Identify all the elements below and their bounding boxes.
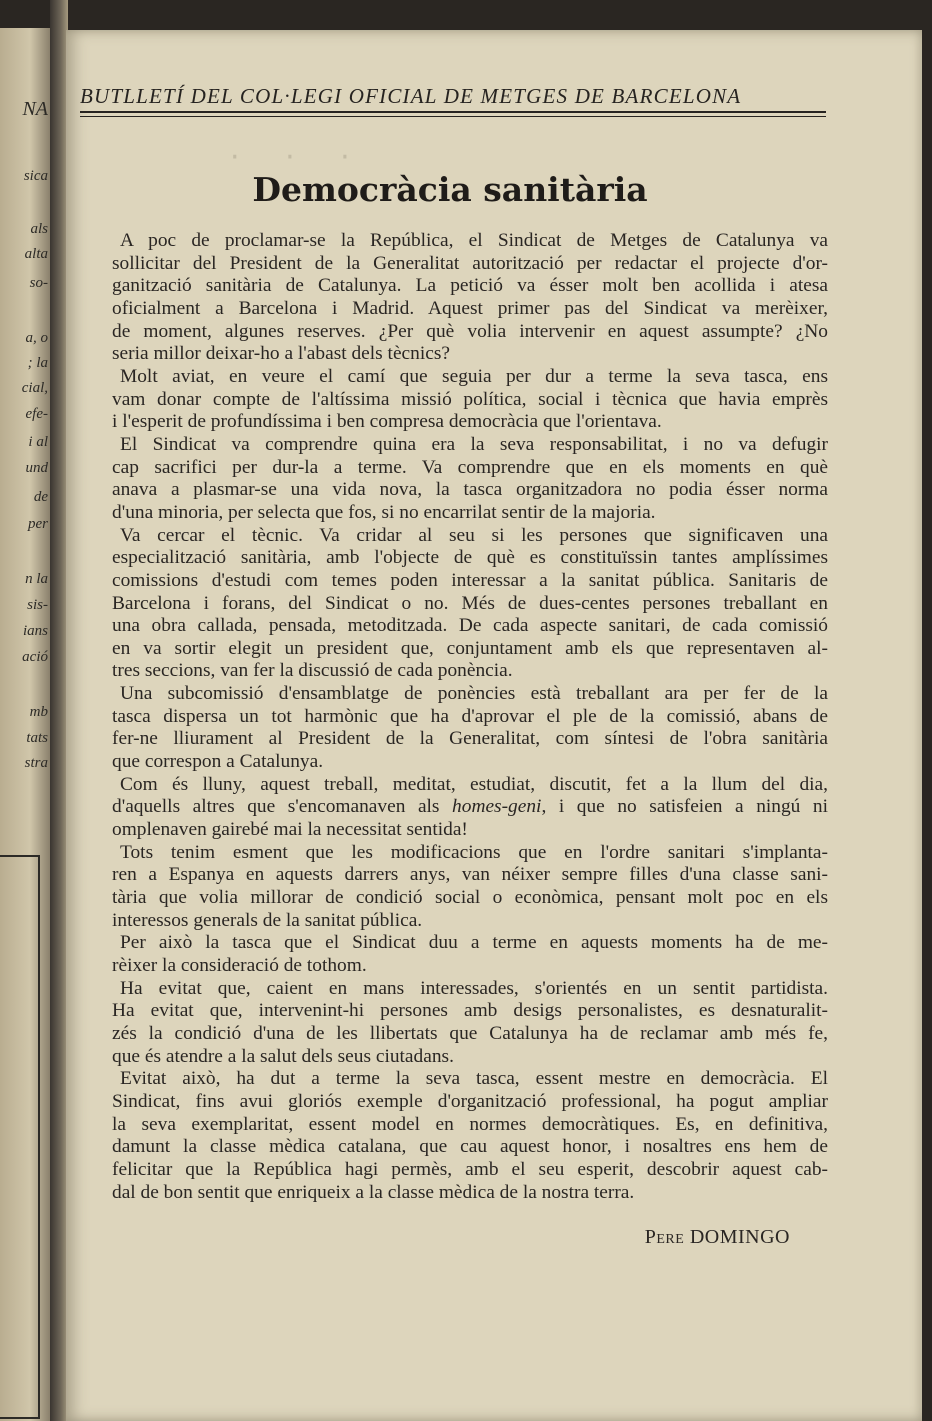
text-line: ganització sanitària de Catalunya. La petició va ésser molt ben acollida i atesa bbox=[112, 275, 828, 297]
text-line: especialització sanitària, amb l'objecte de què es constituïssin tantes amplíssimes bbox=[112, 547, 828, 569]
text-line: Ha evitat que, caient en mans interessades, s'orientés en un sentit partidista. bbox=[120, 977, 828, 999]
text-line: una obra callada, pensada, metoditzada. De cada aspecte sanitari, de cada comissió bbox=[112, 615, 828, 637]
text-line: Molt aviat, en veure el camí que seguia per dur a terme la seva tasca, ens bbox=[120, 365, 828, 387]
article-paragraph bbox=[112, 683, 828, 774]
text-line: i l'esperit de profundíssima i ben compresa democràcia que l'orientava. bbox=[112, 411, 662, 433]
article-paragraph bbox=[112, 978, 828, 1069]
article-title: Democràcia sanitària bbox=[252, 170, 648, 209]
emphasis-text: homes-geni bbox=[452, 796, 542, 818]
facing-page-fragment: und bbox=[25, 460, 48, 476]
article-paragraph bbox=[112, 842, 828, 933]
text-line: Tots tenim esment que les modificacions que en l'ordre sanitari s'implanta- bbox=[120, 841, 828, 863]
text-line: tasca dispersa un tot harmònic que ha d'aprovar el ple de la comissió, abans de bbox=[112, 705, 828, 727]
text-line: seria millor deixar-ho a l'abast dels tècnics? bbox=[112, 343, 451, 365]
text-line: tària que volia millorar de condició social o econòmica, pensant molt poc en els bbox=[112, 887, 828, 909]
article-paragraph bbox=[112, 774, 828, 842]
text-line: en va sortir elegit un president que, conjuntament amb els que representaven al- bbox=[112, 637, 828, 659]
facing-page-fragment: efe- bbox=[25, 406, 48, 422]
text-line: de moment, algunes reserves. ¿Per què volia intervenir en aquest assumpte? ¿No bbox=[112, 320, 828, 342]
facing-page-fragment: sis- bbox=[27, 597, 48, 613]
facing-page-edge bbox=[0, 28, 50, 1421]
article-paragraph bbox=[112, 1068, 828, 1204]
text-line: fer-ne lliurament al President de la Generalitat, com síntesi de l'obra sanitària bbox=[112, 728, 828, 750]
facing-page-fragment: i al bbox=[28, 434, 48, 450]
article-body bbox=[112, 230, 828, 1204]
article-paragraph bbox=[112, 932, 828, 977]
article-paragraph bbox=[112, 366, 828, 434]
facing-page-fragment: tats bbox=[26, 730, 48, 746]
facing-page-fragment: per bbox=[28, 516, 48, 532]
text-line: Barcelona i forans, del Sindicat o no. Més de dues-centes persones treballant en bbox=[112, 592, 828, 614]
facing-page-fragment: als bbox=[30, 221, 48, 237]
text-line: oficialment a Barcelona i Madrid. Aquest primer pas del Sindicat va merèixer, bbox=[112, 297, 828, 319]
text-line: El Sindicat va comprendre quina era la seva responsabilitat, i no va defugir bbox=[120, 433, 828, 455]
facing-page-fragment: alta bbox=[24, 246, 48, 262]
facing-page-fragment: NA bbox=[22, 98, 48, 120]
facing-page-fragment: de bbox=[33, 489, 48, 505]
text-line: Per això la tasca que el Sindicat duu a terme en aquests moments ha de me- bbox=[120, 932, 828, 954]
article-paragraph bbox=[112, 525, 828, 684]
text-line: Va cercar el tècnic. Va cridar al seu si les persones que significaven una bbox=[120, 524, 828, 546]
bleed-through-ad: · · · bbox=[230, 140, 368, 175]
text-line: Ha evitat que, intervenint-hi persones amb desigs personalistes, es desnaturalit- bbox=[112, 1000, 828, 1022]
facing-page-fragment: n la bbox=[25, 571, 48, 587]
facing-page-box bbox=[0, 855, 40, 1419]
text-line: sollicitar del President de la Generalitat autorització per redactar el projecte d'or- bbox=[112, 252, 828, 274]
text-line: A poc de proclamar-se la República, el Sindicat de Metges de Catalunya va bbox=[120, 230, 828, 251]
text-line: d'una minoria, per selecta que fos, si no encarrilat sentir de la majoria. bbox=[112, 501, 656, 523]
text-line: Com és lluny, aquest treball, meditat, estudiat, discutit, fet a la llum del dia, bbox=[120, 773, 828, 795]
text-line: ren a Espanya en aquests darrers anys, van néixer sempre filles d'una classe sani- bbox=[112, 864, 828, 886]
author-first-name: Pere bbox=[644, 1226, 685, 1248]
text-line: Evitat això, ha dut a terme la seva tasca, essent mestre en democràcia. El bbox=[120, 1068, 828, 1090]
text-line: que correspon a Catalunya. bbox=[112, 751, 324, 773]
facing-page-fragment: sica bbox=[23, 168, 48, 184]
text-line: que és atendre a la salut dels seus ciutadans. bbox=[112, 1045, 454, 1067]
text-line: rèixer la consideració de tothom. bbox=[112, 955, 367, 976]
facing-page-fragment: ians bbox=[22, 623, 48, 639]
text-line: omplenaven gairebé mai la necessitat sentida! bbox=[112, 819, 468, 841]
text-line: damunt la classe mèdica catalana, que cau aquest honor, i nosaltres ens hem de bbox=[112, 1136, 828, 1158]
running-header: BUTLLETÍ DEL COL·LEGI OFICIAL DE METGES DE BARCELONA bbox=[80, 84, 742, 108]
facing-page-fragment: a, o bbox=[25, 330, 48, 346]
text-line: dal de bon sentit que enriqueix a la classe mèdica de la nostra terra. bbox=[112, 1181, 635, 1203]
facing-page-fragment: ; la bbox=[27, 355, 48, 371]
text-line: comissions d'estudi com temes poden interessar a la sanitat pública. Sanitaris de bbox=[112, 569, 828, 591]
text-line: vam donar compte de l'altíssima missió política, social i tècnica que havia emprès bbox=[112, 388, 828, 410]
text-line: zés la condició d'una de les llibertats que Catalunya ha de reclamar amb més fe, bbox=[112, 1022, 828, 1044]
facing-page-fragment: mb bbox=[29, 704, 48, 720]
header-rule-thin bbox=[80, 116, 826, 117]
text-line: cap sacrifici per dur-la a terme. Va comprendre que en els moments en què bbox=[112, 456, 828, 478]
article-paragraph bbox=[112, 434, 828, 525]
text-line: tres seccions, van fer la discussió de cada ponència. bbox=[112, 660, 513, 682]
text-line: interessos generals de la sanitat pública. bbox=[112, 909, 423, 931]
article-paragraph bbox=[112, 230, 828, 366]
author-last-name: DOMINGO bbox=[689, 1226, 790, 1248]
text-line: d'aquells altres que s'encomanaven als homes-geni, i que no satisfeien a ningú ni bbox=[112, 796, 829, 818]
text-line: Sindicat, fins avui gloriós exemple d'organització professional, ha pogut ampliar bbox=[112, 1090, 828, 1112]
author-signature bbox=[560, 1226, 790, 1249]
text-line: felicitar que la República hagi permès, amb el seu esperit, descobrir aquest cab- bbox=[112, 1158, 828, 1180]
facing-page-fragment: so- bbox=[29, 275, 48, 291]
text-line: Una subcomissió d'ensamblatge de ponències està treballant ara per fer de la bbox=[120, 683, 828, 705]
facing-page-fragment: ació bbox=[22, 649, 48, 665]
facing-page-fragment: cial, bbox=[21, 380, 48, 396]
facing-page-fragment: stra bbox=[24, 755, 48, 771]
header-rule bbox=[80, 111, 826, 113]
text-line: anava a plasmar-se una vida nova, la tasca organitzadora no podia ésser norma bbox=[112, 479, 828, 501]
text-line: la seva exemplaritat, essent model en normes democràtiques. Es, en definitiva, bbox=[112, 1113, 828, 1135]
